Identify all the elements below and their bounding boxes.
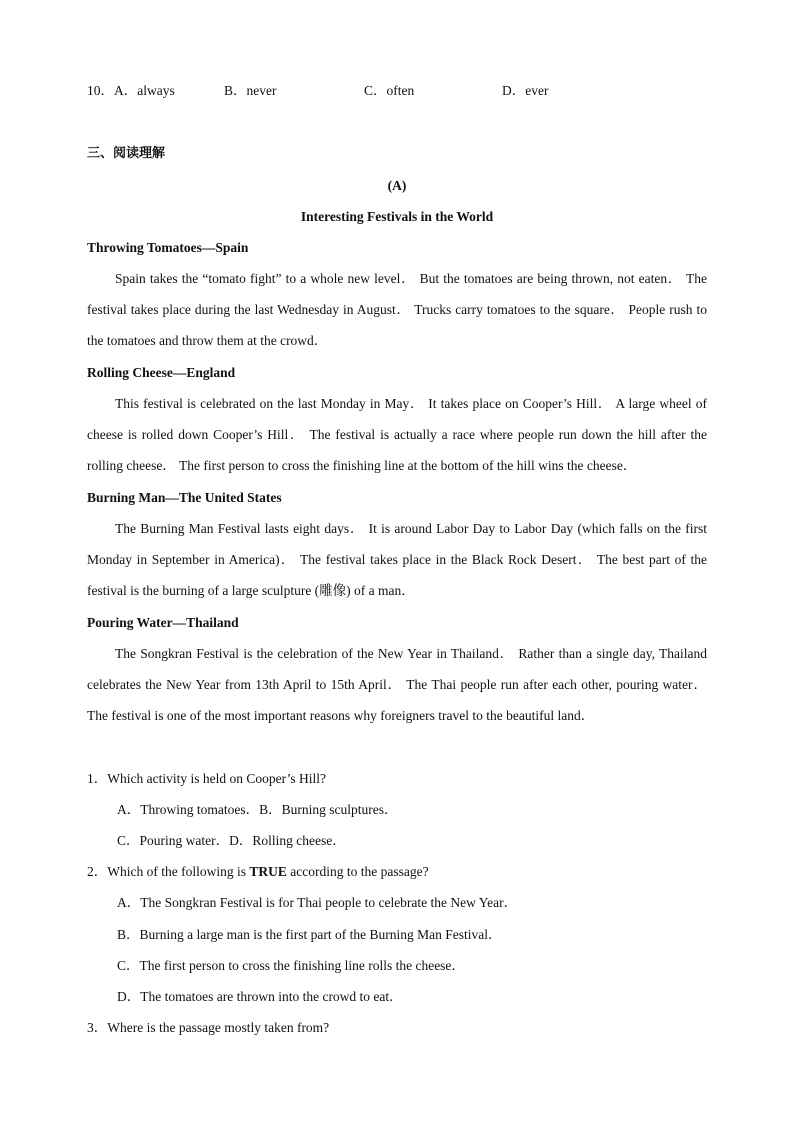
question-3-stem: 3．Where is the passage mostly taken from? xyxy=(87,1020,330,1035)
stem-text: 2．Which of the following is xyxy=(87,864,250,879)
festival-paragraph xyxy=(87,638,707,732)
question-1-choice-ab: A．Throwing tomatoes．B．Burning sculptures． xyxy=(117,802,398,817)
section-heading: 三、阅读理解 xyxy=(87,146,166,161)
option-a: A．always xyxy=(114,83,175,98)
question-2-choice-d: D．The tomatoes are thrown into the crowd to eat． xyxy=(117,989,403,1004)
question-2-stem xyxy=(87,863,429,881)
option-d: D．ever xyxy=(502,83,549,98)
question-2-choice-c: C．The first person to cross the finishing line rolls the cheese． xyxy=(117,958,465,973)
paragraph-text: Spain takes the “tomato fight” to a whole new level． But the tomatoes are being thrown, not eaten． The festival takes place during the last Wednesday in August． Trucks carry tomatoes to the square． People rush to the tomatoes and throw them at the crowd． xyxy=(87,271,707,349)
paragraph-text: The Songkran Festival is the celebration of the New Year in Thailand． Rather than a single day, Thailand celebrates the New Year from 13th April to 15th April． The Thai people run after each other, pouring water． The festival is one of the most important reasons why foreigners travel to the beautiful land． xyxy=(87,646,707,724)
festival-paragraph xyxy=(87,388,707,482)
paragraph-text: The Burning Man Festival lasts eight days． It is around Labor Day to Labor Day (which falls on the first Monday in September in America)． The festival takes place in the Black Rock Desert． The best part of the festival is the burning of a large sculpture (雕像) of a man． xyxy=(87,521,707,599)
question-number: 10． xyxy=(87,83,114,98)
stem-emphasis: TRUE xyxy=(249,864,287,879)
festival-heading: Throwing Tomatoes—Spain xyxy=(87,240,249,255)
festival-heading: Burning Man—The United States xyxy=(87,490,282,505)
question-1-stem: 1．Which activity is held on Cooper’s Hill? xyxy=(87,771,326,786)
option-b: B．never xyxy=(224,83,277,98)
paragraph-text: This festival is celebrated on the last Monday in May． It takes place on Cooper’s Hill． A large wheel of cheese is rolled down Cooper’s Hill． The festival is actually a race where people run down the hill after the rolling cheese． The first person to cross the finishing line at the bottom of the hill wins the cheese． xyxy=(87,396,707,474)
question-1-choice-cd: C．Pouring water．D．Rolling cheese． xyxy=(117,833,346,848)
part-label: (A) xyxy=(387,178,407,193)
festival-paragraph xyxy=(87,513,707,607)
question-10 xyxy=(87,82,175,100)
question-2-choice-b: B．Burning a large man is the first part of the Burning Man Festival． xyxy=(117,927,502,942)
stem-text: according to the passage? xyxy=(286,864,429,879)
festival-paragraph xyxy=(87,263,707,357)
passage-title: Interesting Festivals in the World xyxy=(300,209,494,224)
option-c: C．often xyxy=(364,83,415,98)
festival-heading: Rolling Cheese—England xyxy=(87,365,236,380)
festival-heading: Pouring Water—Thailand xyxy=(87,615,239,630)
question-2-choice-a: A．The Songkran Festival is for Thai people to celebrate the New Year． xyxy=(117,895,518,910)
